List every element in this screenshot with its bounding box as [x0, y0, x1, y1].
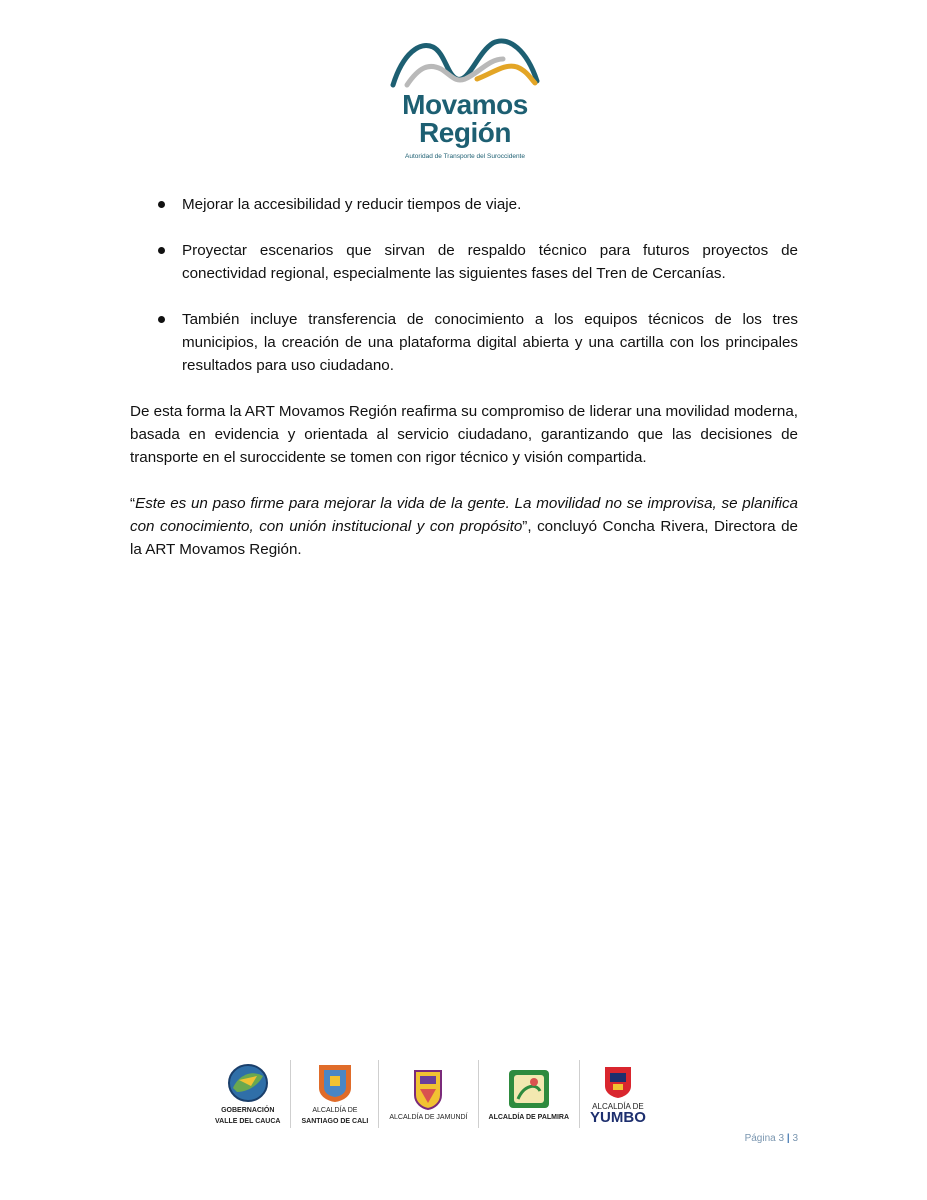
- logo-title-line2: Región: [419, 117, 511, 148]
- logo-caption-line1: ALCALDÍA DE: [312, 1107, 358, 1114]
- logo-title-line1: Movamos: [402, 89, 528, 120]
- bullet-text: Mejorar la accesibilidad y reducir tiempos de viaje.: [182, 196, 522, 213]
- footer-divider: [579, 1060, 580, 1128]
- page-separator: |: [786, 1133, 790, 1144]
- quote-text: Este es un paso firme para mejorar la vida de la gente. La movilidad no se improvisa, se planifica con conocimiento, con unión institucional y con propósito: [130, 495, 798, 535]
- logo-mountains-icon: [385, 33, 545, 93]
- jamundi-shield-icon: [412, 1067, 444, 1111]
- footer-logos: [215, 1058, 725, 1130]
- bullet-icon: [158, 247, 165, 254]
- logo-alcaldia-palmira: [489, 1059, 570, 1129]
- yumbo-shield-icon: [602, 1064, 634, 1100]
- page-label: Página: [744, 1133, 776, 1144]
- bullet-text: Proyectar escenarios que sirvan de respaldo técnico para futuros proyectos de conectividad regional, especialmente las siguientes fases del Tren de Cercanías.: [182, 242, 798, 282]
- document-body: [130, 193, 798, 584]
- footer-divider: [290, 1060, 291, 1128]
- footer-divider: [378, 1060, 379, 1128]
- page-total: 3: [792, 1133, 798, 1144]
- list-item: [130, 308, 798, 377]
- valle-del-cauca-emblem-icon: [225, 1062, 271, 1104]
- bullet-text: También incluye transferencia de conocimiento a los equipos técnicos de los tres municipios, la creación de una plataforma digital abierta y una cartilla con los principales resultados para uso ciudadano.: [182, 311, 798, 374]
- logo-alcaldia-yumbo: [590, 1059, 646, 1129]
- logo-caption-line1: ALCALDÍA DE JAMUNDÍ: [389, 1113, 468, 1121]
- quote-paragraph: [130, 492, 798, 561]
- list-item: [130, 193, 798, 216]
- page-number: [700, 1133, 798, 1144]
- quote-attribution: , concluyó Concha Rivera, Directora de la ART Movamos Región.: [130, 518, 799, 558]
- logo-alcaldia-jamundi: [389, 1059, 467, 1129]
- logo-caption-line1: GOBERNACIÓN: [221, 1107, 275, 1114]
- quote-close-mark: ”: [522, 518, 528, 535]
- list-item: [130, 239, 798, 285]
- quote-open-mark: “: [130, 495, 136, 512]
- bullet-icon: [158, 201, 165, 208]
- closing-paragraph: De esta forma la ART Movamos Región reafirma su compromiso de liderar una movilidad moderna, basada en evidencia y orientada al servicio ciudadano, garantizando que las decisiones de transporte en el suroccidente se tomen con rigor técnico y visión compartida.: [130, 403, 798, 466]
- logo-caption-line1: ALCALDÍA DE: [592, 1101, 644, 1111]
- logo-caption-line1: ALCALDÍA DE PALMIRA: [488, 1113, 570, 1121]
- cali-shield-icon: [315, 1062, 355, 1104]
- logo-caption-line2: SANTIAGO DE CALI: [301, 1118, 369, 1125]
- logo-caption-line2: YUMBO: [590, 1108, 646, 1126]
- page-current: 3: [778, 1133, 785, 1144]
- bullet-icon: [158, 316, 165, 323]
- logo-tagline: Autoridad de Transporte del Suroccidente: [405, 153, 525, 160]
- logo-caption-line2: VALLE DEL CAUCA: [215, 1118, 281, 1125]
- bullet-list: [130, 193, 798, 377]
- footer-divider: [478, 1060, 479, 1128]
- logo-alcaldia-cali: [301, 1059, 368, 1129]
- palmira-shield-icon: [506, 1067, 552, 1111]
- logo-gobernacion-valle: [215, 1059, 280, 1129]
- movamos-region-logo: [385, 33, 545, 168]
